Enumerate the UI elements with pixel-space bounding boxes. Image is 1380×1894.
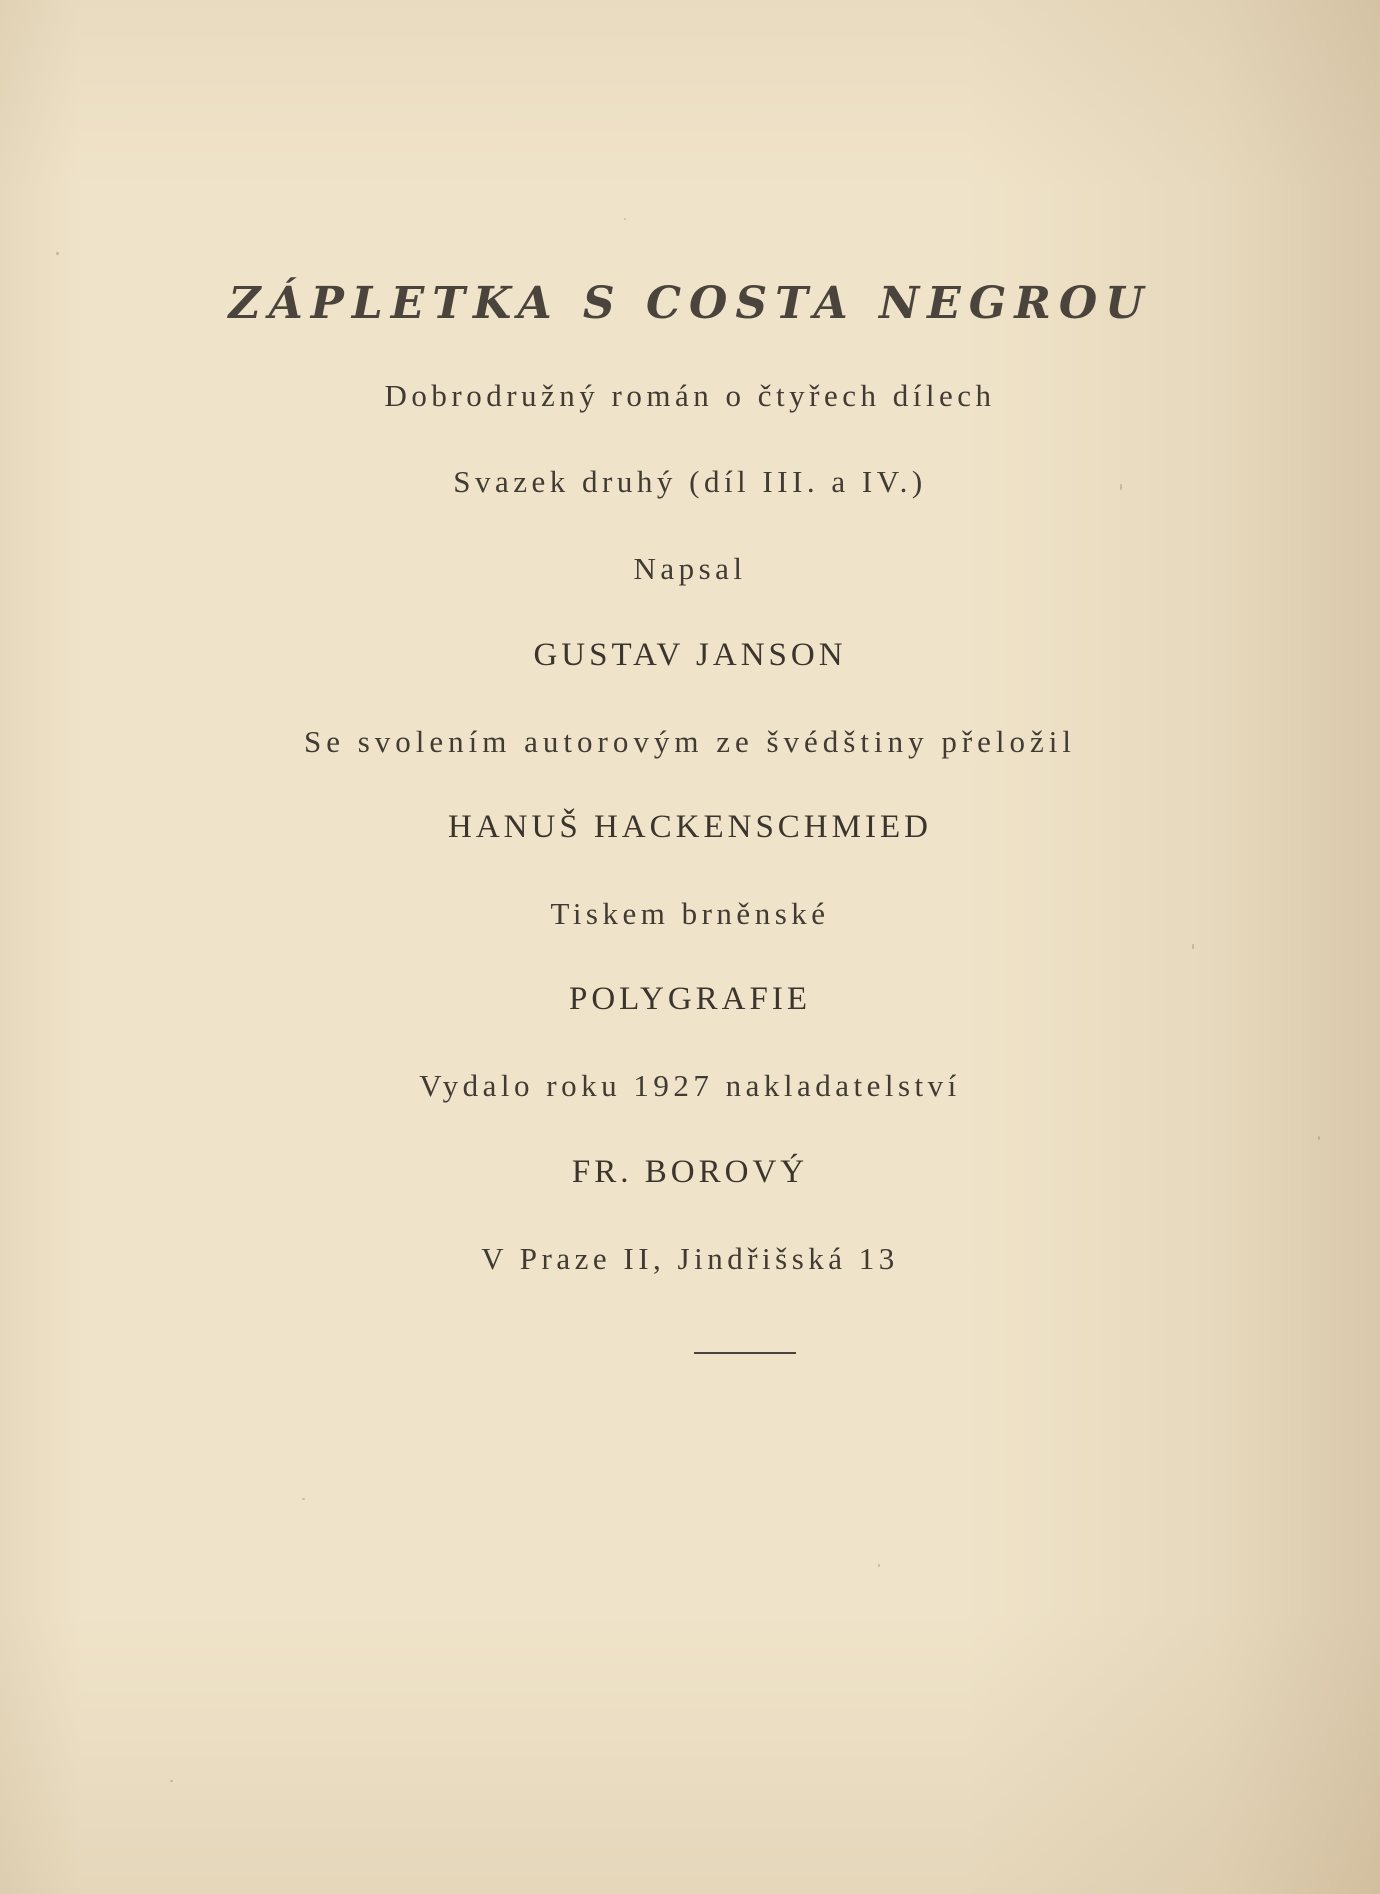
- author-name: GUSTAV JANSON: [533, 637, 847, 673]
- paper-speck: [1318, 1136, 1320, 1140]
- paper-speck: [624, 218, 626, 220]
- translator-name: HANUŠ HACKENSCHMIED: [448, 809, 932, 845]
- written-by-label: Napsal: [633, 551, 747, 586]
- volume-info: Svazek druhý (díl III. a IV.): [453, 464, 927, 499]
- translation-note: Se svolením autorovým ze švédštiny přeložil: [303, 724, 1077, 759]
- printed-by-label: Tiskem brněnské: [550, 896, 830, 931]
- closing-rule: [694, 1352, 796, 1354]
- paper-speck: [878, 1564, 880, 1567]
- paper-speck: [1192, 944, 1194, 949]
- book-title: ZÁPLETKA S COSTA NEGROU: [228, 278, 1152, 329]
- printer-name: POLYGRAFIE: [568, 981, 812, 1017]
- paper-speck: [56, 252, 59, 255]
- publisher-name: FR. BOROVÝ: [571, 1154, 809, 1190]
- paper-speck: [302, 1498, 305, 1500]
- publisher-address: V Praze II, Jindřišská 13: [481, 1241, 899, 1276]
- book-subtitle: Dobrodružný román o čtyřech dílech: [384, 378, 996, 413]
- publication-note: Vydalo roku 1927 nakladatelství: [419, 1068, 961, 1103]
- paper-speck: [170, 1780, 173, 1782]
